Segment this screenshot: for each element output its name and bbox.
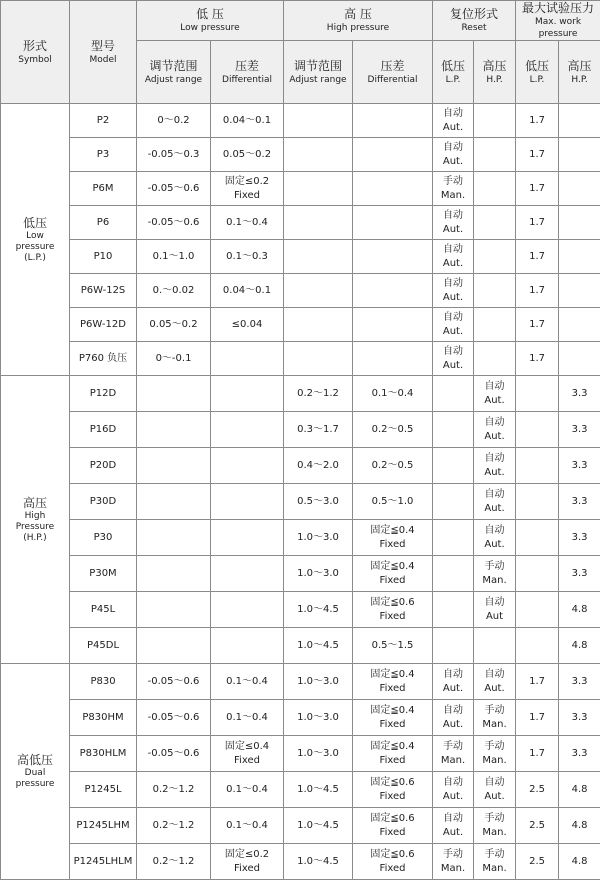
max-lp-cell: 1.7	[516, 700, 559, 736]
hp-adjust-range-cell: 0.3～1.7	[284, 412, 353, 448]
lp-differential-cell	[211, 412, 284, 448]
reset-lp-cell: 自动 Aut.	[433, 274, 474, 308]
reset-lp-cell	[433, 484, 474, 520]
header-max-pressure: 最大试验压力 Max. work pressure	[516, 1, 600, 41]
model-cell: P6	[70, 206, 137, 240]
reset-lp-cell	[433, 556, 474, 592]
hp-adjust-range-cell	[284, 138, 353, 172]
model-cell: P3	[70, 138, 137, 172]
lp-adjust-range-cell	[137, 628, 211, 664]
model-cell: P45L	[70, 592, 137, 628]
group-label: 高低压 Dual pressure	[1, 664, 70, 880]
hp-adjust-range-cell: 1.0～3.0	[284, 520, 353, 556]
group-label: 低压 Low pressure (L.P.)	[1, 104, 70, 376]
hp-differential-cell: 0.5～1.5	[353, 628, 433, 664]
reset-lp-cell	[433, 520, 474, 556]
lp-adjust-range-cell	[137, 556, 211, 592]
reset-lp-cell: 手动 Man.	[433, 736, 474, 772]
subheader-reset-lp: 低压 L.P.	[433, 41, 474, 104]
table-row	[1, 412, 600, 448]
max-hp-cell: 3.3	[559, 448, 600, 484]
table-row	[1, 484, 600, 520]
lp-differential-cell: ≤0.04	[211, 308, 284, 342]
hp-adjust-range-cell: 1.0～3.0	[284, 700, 353, 736]
model-cell: P2	[70, 104, 137, 138]
reset-hp-cell: 手动 Man.	[474, 556, 516, 592]
lp-differential-cell: 0.1～0.3	[211, 240, 284, 274]
table-row	[1, 736, 600, 772]
table-row	[1, 808, 600, 844]
lp-adjust-range-cell: -0.05～0.6	[137, 736, 211, 772]
lp-differential-cell	[211, 628, 284, 664]
header-model: 型号 Model	[70, 1, 137, 104]
model-cell: P830HM	[70, 700, 137, 736]
table-row	[1, 592, 600, 628]
lp-adjust-range-cell: 0.1～1.0	[137, 240, 211, 274]
max-hp-cell	[559, 172, 600, 206]
table-row	[1, 664, 600, 700]
model-cell: P30D	[70, 484, 137, 520]
header-low-pressure: 低 压 Low pressure	[137, 1, 284, 41]
max-hp-cell: 3.3	[559, 484, 600, 520]
max-lp-cell: 1.7	[516, 736, 559, 772]
hp-differential-cell: 0.1～0.4	[353, 376, 433, 412]
hp-adjust-range-cell: 0.5～3.0	[284, 484, 353, 520]
hp-differential-cell: 0.2～0.5	[353, 412, 433, 448]
reset-hp-cell: 自动 Aut.	[474, 484, 516, 520]
lp-adjust-range-cell: 0.05～0.2	[137, 308, 211, 342]
table-row	[1, 138, 600, 172]
reset-hp-cell: 自动 Aut.	[474, 772, 516, 808]
header-reset: 复位形式 Reset	[433, 1, 516, 41]
max-hp-cell	[559, 342, 600, 376]
lp-adjust-range-cell	[137, 448, 211, 484]
max-hp-cell: 4.8	[559, 592, 600, 628]
hp-differential-cell	[353, 172, 433, 206]
max-lp-cell: 1.7	[516, 274, 559, 308]
max-hp-cell	[559, 138, 600, 172]
subheader-reset-hp: 高压 H.P.	[474, 41, 516, 104]
max-lp-cell: 1.7	[516, 240, 559, 274]
max-lp-cell	[516, 592, 559, 628]
table-row	[1, 104, 600, 138]
lp-adjust-range-cell	[137, 484, 211, 520]
reset-lp-cell	[433, 412, 474, 448]
hp-differential-cell	[353, 240, 433, 274]
lp-differential-cell	[211, 448, 284, 484]
reset-hp-cell: 自动 Aut.	[474, 520, 516, 556]
reset-hp-cell	[474, 308, 516, 342]
hp-differential-cell	[353, 138, 433, 172]
max-lp-cell: 1.7	[516, 172, 559, 206]
table-row	[1, 376, 600, 412]
model-cell: P6M	[70, 172, 137, 206]
reset-lp-cell: 自动 Aut.	[433, 342, 474, 376]
max-lp-cell: 1.7	[516, 664, 559, 700]
reset-lp-cell: 自动 Aut.	[433, 664, 474, 700]
table-row	[1, 274, 600, 308]
hp-differential-cell: 固定≦0.4 Fixed	[353, 700, 433, 736]
table-row	[1, 448, 600, 484]
max-lp-cell: 1.7	[516, 342, 559, 376]
hp-adjust-range-cell	[284, 206, 353, 240]
lp-differential-cell: 0.04～0.1	[211, 104, 284, 138]
max-hp-cell: 3.3	[559, 412, 600, 448]
reset-hp-cell	[474, 240, 516, 274]
table-row	[1, 520, 600, 556]
model-cell: P10	[70, 240, 137, 274]
reset-hp-cell: 自动 Aut.	[474, 664, 516, 700]
reset-lp-cell	[433, 592, 474, 628]
model-cell: P30M	[70, 556, 137, 592]
hp-differential-cell	[353, 206, 433, 240]
lp-adjust-range-cell: -0.05～0.6	[137, 206, 211, 240]
table-row	[1, 206, 600, 240]
reset-lp-cell	[433, 628, 474, 664]
model-cell: P1245L	[70, 772, 137, 808]
lp-differential-cell: 固定≤0.2 Fixed	[211, 172, 284, 206]
lp-differential-cell	[211, 484, 284, 520]
lp-adjust-range-cell	[137, 520, 211, 556]
subheader-lp-adjust-range: 调节范围 Adjust range	[137, 41, 211, 104]
lp-differential-cell: 0.05～0.2	[211, 138, 284, 172]
header-symbol: 形式 Symbol	[1, 1, 70, 104]
model-cell: P1245LHM	[70, 808, 137, 844]
max-lp-cell	[516, 376, 559, 412]
model-cell: P6W-12S	[70, 274, 137, 308]
max-lp-cell	[516, 412, 559, 448]
hp-differential-cell: 固定≦0.4 Fixed	[353, 664, 433, 700]
hp-adjust-range-cell	[284, 274, 353, 308]
reset-lp-cell: 自动 Aut.	[433, 308, 474, 342]
table-row	[1, 844, 600, 880]
max-lp-cell: 1.7	[516, 138, 559, 172]
hp-differential-cell	[353, 342, 433, 376]
max-hp-cell	[559, 308, 600, 342]
hp-adjust-range-cell: 1.0～4.5	[284, 592, 353, 628]
table-row	[1, 342, 600, 376]
lp-adjust-range-cell: 0～-0.1	[137, 342, 211, 376]
hp-differential-cell: 0.2～0.5	[353, 448, 433, 484]
table-row	[1, 628, 600, 664]
hp-differential-cell: 固定≦0.6 Fixed	[353, 592, 433, 628]
reset-lp-cell: 手动 Man.	[433, 844, 474, 880]
hp-adjust-range-cell: 1.0～4.5	[284, 628, 353, 664]
hp-differential-cell: 固定≦0.6 Fixed	[353, 808, 433, 844]
hp-differential-cell: 固定≦0.6 Fixed	[353, 772, 433, 808]
max-hp-cell: 4.8	[559, 628, 600, 664]
max-hp-cell: 3.3	[559, 664, 600, 700]
lp-adjust-range-cell: -0.05～0.6	[137, 664, 211, 700]
reset-hp-cell	[474, 172, 516, 206]
max-hp-cell: 3.3	[559, 376, 600, 412]
model-cell: P20D	[70, 448, 137, 484]
reset-hp-cell: 自动 Aut.	[474, 412, 516, 448]
max-hp-cell: 3.3	[559, 556, 600, 592]
reset-hp-cell: 手动 Man.	[474, 844, 516, 880]
model-cell: P16D	[70, 412, 137, 448]
hp-differential-cell	[353, 104, 433, 138]
model-cell: P830HLM	[70, 736, 137, 772]
max-lp-cell: 2.5	[516, 772, 559, 808]
hp-adjust-range-cell: 1.0～3.0	[284, 664, 353, 700]
subheader-max-hp: 高压 H.P.	[559, 41, 600, 104]
lp-adjust-range-cell: -0.05～0.6	[137, 700, 211, 736]
max-hp-cell: 3.3	[559, 700, 600, 736]
group-label: 高压 High Pressure (H.P.)	[1, 376, 70, 664]
table-row	[1, 772, 600, 808]
max-hp-cell	[559, 104, 600, 138]
lp-adjust-range-cell	[137, 592, 211, 628]
reset-hp-cell	[474, 628, 516, 664]
max-hp-cell: 3.3	[559, 736, 600, 772]
max-lp-cell	[516, 448, 559, 484]
model-cell: P830	[70, 664, 137, 700]
reset-hp-cell: 自动 Aut.	[474, 376, 516, 412]
subheader-lp-differential: 压差 Differential	[211, 41, 284, 104]
table-row	[1, 308, 600, 342]
lp-differential-cell	[211, 520, 284, 556]
subheader-hp-differential: 压差 Differential	[353, 41, 433, 104]
lp-differential-cell: 0.1～0.4	[211, 808, 284, 844]
lp-differential-cell: 0.04～0.1	[211, 274, 284, 308]
model-cell: P6W-12D	[70, 308, 137, 342]
max-hp-cell	[559, 240, 600, 274]
subheader-max-lp: 低压 L.P.	[516, 41, 559, 104]
reset-hp-cell	[474, 206, 516, 240]
table-row	[1, 240, 600, 274]
reset-hp-cell: 手动 Man.	[474, 808, 516, 844]
hp-adjust-range-cell	[284, 308, 353, 342]
hp-adjust-range-cell	[284, 104, 353, 138]
max-lp-cell: 1.7	[516, 308, 559, 342]
hp-differential-cell: 固定≦0.6 Fixed	[353, 844, 433, 880]
max-lp-cell	[516, 556, 559, 592]
hp-differential-cell: 0.5～1.0	[353, 484, 433, 520]
table-row	[1, 556, 600, 592]
reset-lp-cell	[433, 448, 474, 484]
lp-adjust-range-cell: -0.05～0.3	[137, 138, 211, 172]
max-lp-cell	[516, 484, 559, 520]
reset-lp-cell: 手动 Man.	[433, 172, 474, 206]
reset-hp-cell	[474, 104, 516, 138]
reset-lp-cell: 自动 Aut.	[433, 772, 474, 808]
model-cell: P1245LHLM	[70, 844, 137, 880]
reset-lp-cell: 自动 Aut.	[433, 138, 474, 172]
reset-hp-cell: 手动 Man.	[474, 700, 516, 736]
lp-differential-cell	[211, 376, 284, 412]
reset-hp-cell	[474, 138, 516, 172]
lp-differential-cell: 0.1～0.4	[211, 772, 284, 808]
lp-differential-cell	[211, 556, 284, 592]
lp-adjust-range-cell: 0.2～1.2	[137, 772, 211, 808]
reset-lp-cell: 自动 Aut.	[433, 104, 474, 138]
hp-differential-cell: 固定≦0.4 Fixed	[353, 736, 433, 772]
hp-differential-cell: 固定≦0.4 Fixed	[353, 520, 433, 556]
max-hp-cell: 3.3	[559, 520, 600, 556]
reset-hp-cell: 手动 Man.	[474, 736, 516, 772]
reset-hp-cell: 自动 Aut	[474, 592, 516, 628]
lp-adjust-range-cell: 0.2～1.2	[137, 808, 211, 844]
reset-lp-cell: 自动 Aut.	[433, 700, 474, 736]
hp-adjust-range-cell: 1.0～4.5	[284, 844, 353, 880]
lp-differential-cell: 固定≤0.4 Fixed	[211, 736, 284, 772]
hp-adjust-range-cell: 0.2～1.2	[284, 376, 353, 412]
lp-differential-cell: 0.1～0.4	[211, 700, 284, 736]
header-high-pressure: 高 压 High pressure	[284, 1, 433, 41]
hp-adjust-range-cell: 1.0～4.5	[284, 808, 353, 844]
hp-differential-cell: 固定≦0.4 Fixed	[353, 556, 433, 592]
hp-adjust-range-cell	[284, 342, 353, 376]
reset-hp-cell	[474, 274, 516, 308]
model-cell: P12D	[70, 376, 137, 412]
table-row	[1, 700, 600, 736]
lp-differential-cell: 0.1～0.4	[211, 206, 284, 240]
reset-hp-cell: 自动 Aut.	[474, 448, 516, 484]
hp-adjust-range-cell	[284, 172, 353, 206]
lp-differential-cell: 0.1～0.4	[211, 664, 284, 700]
lp-adjust-range-cell	[137, 412, 211, 448]
lp-adjust-range-cell: 0.～0.02	[137, 274, 211, 308]
max-hp-cell: 4.8	[559, 844, 600, 880]
reset-lp-cell: 自动 Aut.	[433, 206, 474, 240]
max-hp-cell	[559, 274, 600, 308]
hp-adjust-range-cell: 0.4～2.0	[284, 448, 353, 484]
max-hp-cell	[559, 206, 600, 240]
hp-adjust-range-cell: 1.0～3.0	[284, 556, 353, 592]
hp-differential-cell	[353, 308, 433, 342]
lp-adjust-range-cell: -0.05～0.6	[137, 172, 211, 206]
hp-adjust-range-cell	[284, 240, 353, 274]
model-cell: P45DL	[70, 628, 137, 664]
max-lp-cell: 2.5	[516, 844, 559, 880]
max-lp-cell: 1.7	[516, 104, 559, 138]
reset-lp-cell	[433, 376, 474, 412]
hp-adjust-range-cell: 1.0～3.0	[284, 736, 353, 772]
lp-differential-cell	[211, 342, 284, 376]
max-lp-cell	[516, 628, 559, 664]
reset-lp-cell: 自动 Aut.	[433, 808, 474, 844]
lp-differential-cell: 固定≤0.2 Fixed	[211, 844, 284, 880]
table-row	[1, 172, 600, 206]
lp-adjust-range-cell: 0～0.2	[137, 104, 211, 138]
max-hp-cell: 4.8	[559, 772, 600, 808]
model-cell: P30	[70, 520, 137, 556]
max-hp-cell: 4.8	[559, 808, 600, 844]
max-lp-cell: 1.7	[516, 206, 559, 240]
lp-adjust-range-cell	[137, 376, 211, 412]
max-lp-cell	[516, 520, 559, 556]
max-lp-cell: 2.5	[516, 808, 559, 844]
hp-differential-cell	[353, 274, 433, 308]
subheader-hp-adjust-range: 调节范围 Adjust range	[284, 41, 353, 104]
reset-lp-cell: 自动 Aut.	[433, 240, 474, 274]
model-cell: P760 负压	[70, 342, 137, 376]
reset-hp-cell	[474, 342, 516, 376]
hp-adjust-range-cell: 1.0～4.5	[284, 772, 353, 808]
lp-differential-cell	[211, 592, 284, 628]
lp-adjust-range-cell: 0.2～1.2	[137, 844, 211, 880]
